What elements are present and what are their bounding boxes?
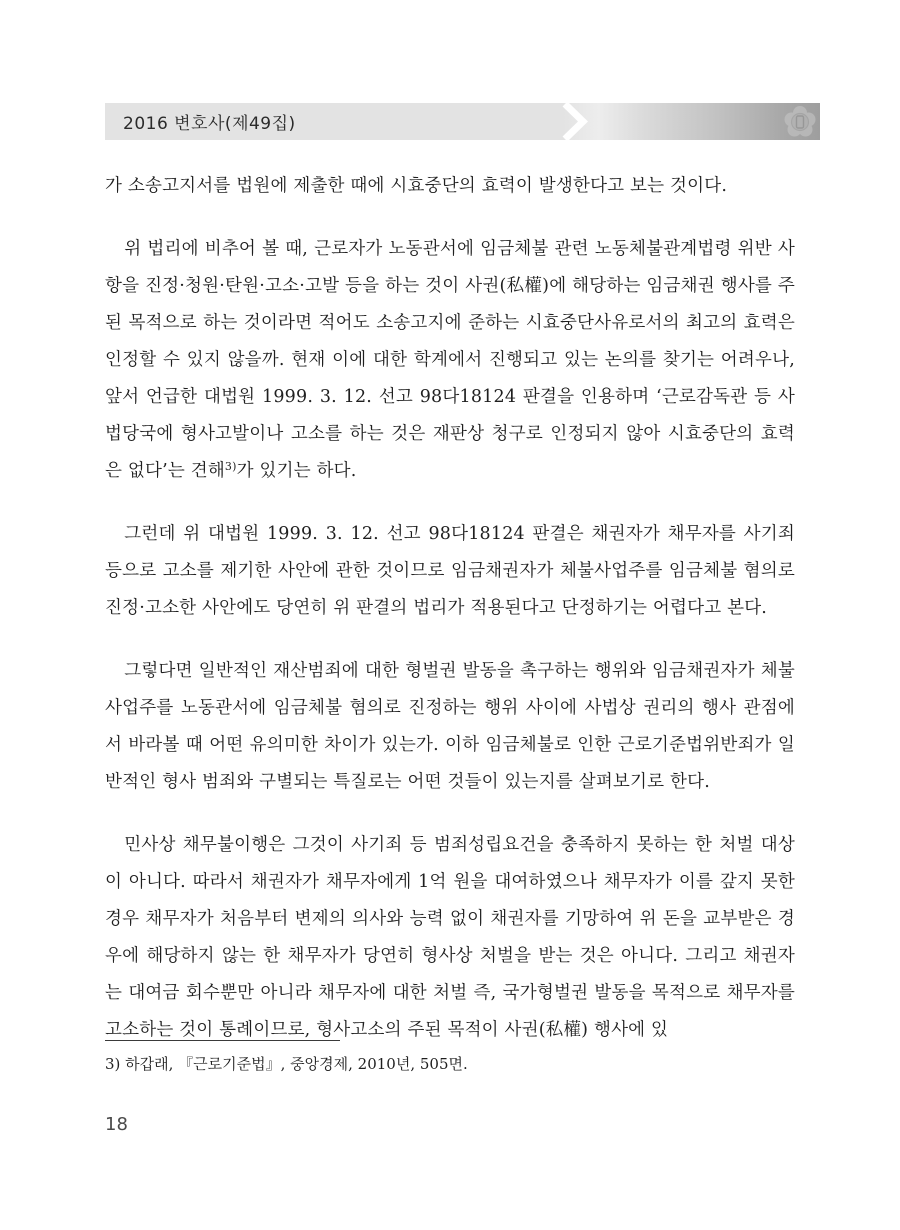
paragraph: 그런데 위 대법원 1999. 3. 12. 선고 98다18124 판결은 채권자가 채무자를 사기죄 등으로 고소를 제기한 사안에 관한 것이므로 임금채권자가 체불사업주를 임금체불 혐의로 진정·고소한 사안에도 당연히 위 판결의 법리가 적용된다고 단정하기는 어렵다고 본다.: [105, 524, 795, 618]
paragraph: 그렇다면 일반적인 재산범죄에 대한 형벌권 발동을 촉구하는 행위와 임금채권자가 체불사업주를 노동관서에 임금체불 혐의로 진정하는 행위 사이에 사법상 권리의 행사 관점에서 바라볼 때 어떤 유의미한 차이가 있는가. 이하 임금체불로 인한 근로기준법위반죄가 일반적인 형사 범죄와 구별되는 특질로는 어떤 것들이 있는지를 살펴보기로 한다.: [105, 661, 795, 792]
journal-title: 2016 변호사(제49집): [123, 114, 296, 134]
page-number: 18: [105, 1114, 128, 1135]
chevron-right-icon: [559, 102, 599, 141]
page-header: [105, 103, 820, 140]
paragraph: 민사상 채무불이행은 그것이 사기죄 등 범죄성립요건을 충족하지 못하는 한 처벌 대상이 아니다. 따라서 채권자가 채무자에게 1억 원을 대여하였으나 채무자가 이를 갚지 못한 경우 채무자가 처음부터 변제의 의사와 능력 없이 채권자를 기망하여 위 돈을 교부받은 경우에 해당하지 않는 한 채무자가 당연히 형사상 처벌을 받는 것은 아니다. 그리고 채권자는 대여금 회수뿐만 아니라 채무자에 대한 처벌 즉, 국가형벌권 발동을 목적으로 채무자를 고소하는 것이 통례이므로, 형사고소의 주된 목적이 사권(私權) 행사에 있: [105, 835, 795, 1040]
footnote: 3) 하갑래, 『근로기준법』, 중앙경제, 2010년, 505면.: [105, 1055, 468, 1073]
footnote-divider: [105, 1040, 340, 1041]
footnote-ref: 3): [224, 460, 237, 473]
bar-association-emblem-icon: [782, 104, 818, 140]
header-title-band: [105, 103, 563, 140]
paragraph: 위 법리에 비추어 볼 때, 근로자가 노동관서에 임금체불 관련 노동체불관계법령 위반 사항을 진정·청원·탄원·고소·고발 등을 하는 것이 사권(私權)에 해당하는 임금채권 행사를 주된 목적으로 하는 것이라면 적어도 소송고지에 준하는 시효중단사유로서의 최고의 효력은 인정할 수 있지 않을까. 현재 이에 대한 학계에서 진행되고 있는 논의를 찾기는 어려우나, 앞서 언급한 대법원 1999. 3. 12. 선고 98다18124 판결을 인용하며 ‘근로감독관 등 사법당국에 형사고발이나 고소를 하는 것은 재판상 청구로 인정되지 않아 시효중단의 효력은 없다’는 견해$^{3)}$가 있기는 하다.: [105, 239, 795, 481]
header-gradient-band: [563, 103, 820, 140]
body-text: [105, 168, 795, 1075]
paragraph: 가 소송고지서를 법원에 제출한 때에 시효중단의 효력이 발생한다고 보는 것이다.: [105, 176, 728, 196]
